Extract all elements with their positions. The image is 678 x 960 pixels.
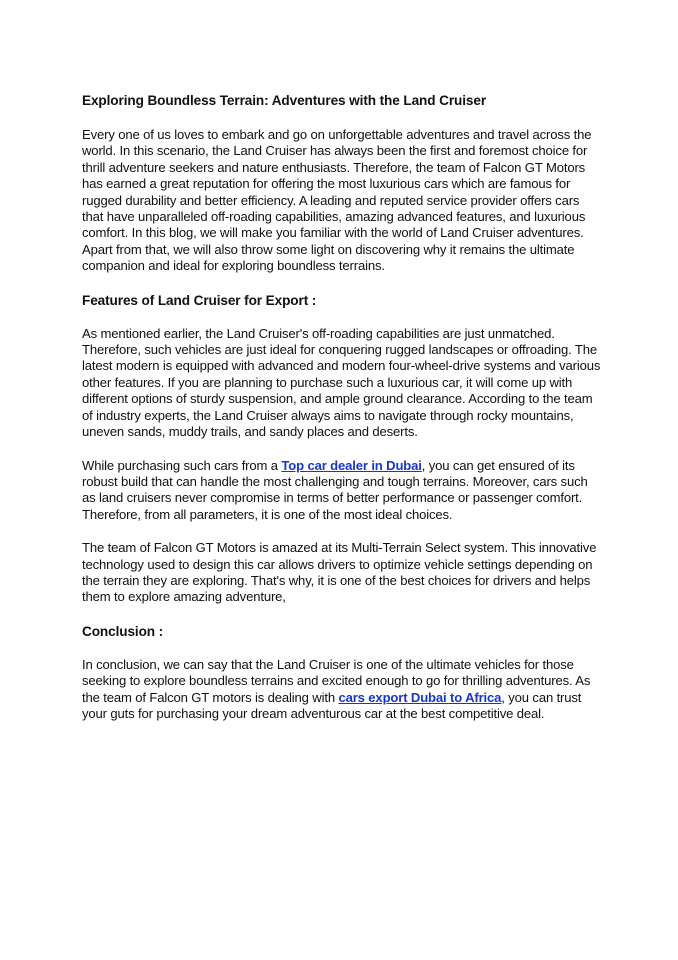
features-paragraph-2-end: , you can get ensured of its robust build that can handle the most challenging and tough terrains. Moreover, cars such as land cruisers never compromise in terms of better performance or passenger comfort. Therefore, from all parameters, it is one of the most ideal choices. [82,457,588,522]
features-paragraph-2-start: While purchasing such cars from a [82,457,282,473]
features-paragraph-3: The team of Falcon GT Motors is amazed at its Multi-Terrain Select system. This innovative technology used to design this car allows drivers to optimize vehicle settings depending on the terrain they are exploring. That's why, it is one of the best choices for drivers and helps them to explore amazing adventure, [82,540,597,605]
top-car-dealer-link[interactable]: Top car dealer in Dubai [281,457,422,473]
spacer [82,640,602,657]
conclusion-paragraph-end: , you can trust your guts for purchasing your dream adventurous car at the best competitive deal. [82,689,582,721]
features-paragraph-1: As mentioned earlier, the Land Cruiser's off-roading capabilities are just unmatched. Therefore, such vehicles are just ideal for conquering rugged landscapes or offroading. The latest modern is equipped with advanced and modern four-wheel-drive systems and various other features. If you are planning to purchase such a luxurious car, it will come up with different options of sturdy suspension, and ample ground clearance. According to the team of industry experts, the Land Cruiser always aims to navigate through rocky mountains, uneven sands, muddy trails, and sandy places and deserts. [82,325,601,440]
conclusion-heading: Conclusion : [82,623,164,639]
spacer [82,309,602,326]
features-paragraph-2 [82,458,602,524]
conclusion-paragraph [82,657,602,723]
document-page [82,92,602,722]
features-heading: Features of Land Cruiser for Export : [82,292,317,308]
spacer [82,606,602,623]
conclusion-paragraph-start: In conclusion, we can say that the Land Cruiser is one of the ultimate vehicles for those seeking to explore boundless terrains and excited enough to go for thrilling adventures. As the team of Falcon GT motors is dealing with [82,656,591,705]
intro-paragraph: Every one of us loves to embark and go on unforgettable adventures and travel across the world. In this scenario, the Land Cruiser has always been the first and foremost choice for thrill adventure seekers and nature enthusiasts. Therefore, the team of Falcon GT Motors has earned a great reputation for offering the most luxurious cars which are famous for rugged durability and better efficiency. A leading and reputed service provider offers cars that have unparalleled off-roading capabilities, amazing advanced features, and luxurious comfort. In this blog, we will make you familiar with the world of Land Cruiser adventures. Apart from that, we will also throw some light on discovering why it remains the ultimate companion and ideal for exploring boundless terrains. [82,127,592,274]
cars-export-link[interactable]: cars export Dubai to Africa [338,689,502,705]
spacer [82,275,602,292]
spacer [82,523,602,540]
spacer [82,441,602,458]
document-title: Exploring Boundless Terrain: Adventures with the Land Cruiser [82,93,487,108]
